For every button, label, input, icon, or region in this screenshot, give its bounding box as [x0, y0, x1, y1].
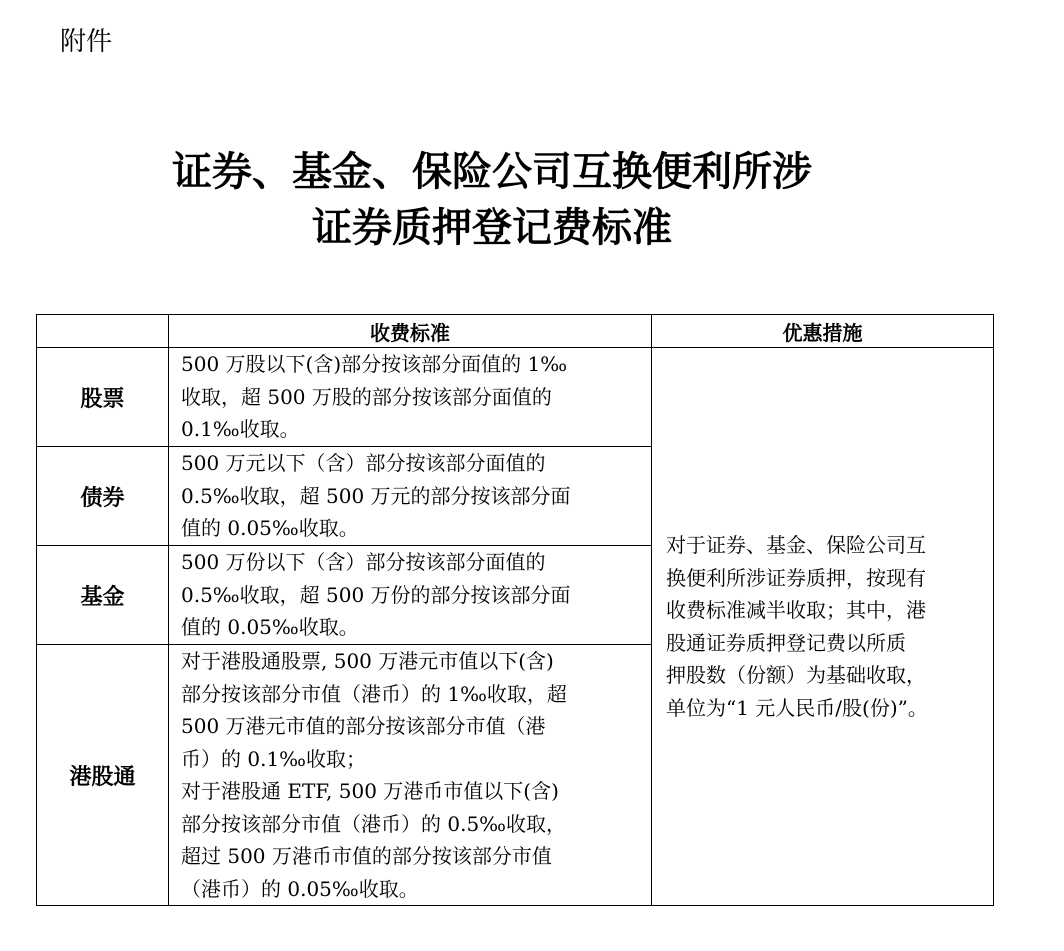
category-stock: 股票 — [37, 348, 169, 447]
fee-standard-table — [36, 314, 994, 906]
discount-measures — [652, 348, 994, 906]
header-fee-standard: 收费标准 — [169, 315, 652, 348]
fee-paragraph: 500 万元以下（含）部分按该部分面值的 0.5‰收取，超 500 万元的部分按该部分面 值的 0.05‰收取。 — [181, 451, 571, 541]
fee-standard-bond — [169, 447, 652, 546]
fee-paragraph-hk-stock: 对于港股通股票, 500 万港元市值以下(含) 部分按该部分市值（港币）的 1‰收取，超 500 万港元市值的部分按该部分市值（港 币）的 0.1‰收取； — [181, 649, 567, 771]
fee-paragraph-hk-etf: 对于港股通 ETF, 500 万港币市值以下(含) 部分按该部分市值（港币）的 0.5‰收取， 超过 500 万港币市值的部分按该部分市值 （港币）的 0.05‰收取。 — [181, 779, 566, 901]
header-discount: 优惠措施 — [652, 315, 994, 348]
category-hk-connect: 港股通 — [37, 645, 169, 906]
fee-paragraph: 500 万份以下（含）部分按该部分面值的 0.5‰收取，超 500 万份的部分按该部分面 值的 0.05‰收取。 — [181, 550, 571, 640]
fee-standard-hk-connect — [169, 645, 652, 906]
table-header-row — [37, 315, 994, 348]
category-bond: 债券 — [37, 447, 169, 546]
title-line-2: 证券质押登记费标准 — [312, 205, 672, 251]
category-fund: 基金 — [37, 546, 169, 645]
attachment-label: 附件 — [60, 27, 113, 57]
document-title — [0, 144, 984, 256]
discount-paragraph: 对于证券、基金、保险公司互 换便利所涉证券质押，按现有 收费标准减半收取；其中，港 股通证券质押登记费以所质 押股数（份额）为基础收取， 单位为“1 元人民币/股(份)”。 — [666, 533, 928, 720]
fee-standard-fund — [169, 546, 652, 645]
fee-paragraph: 500 万股以下(含)部分按该部分面值的 1‰ 收取，超 500 万股的部分按该部分面值的 0.1‰收取。 — [181, 352, 568, 442]
title-line-1: 证券、基金、保险公司互换便利所涉 — [172, 149, 812, 195]
table-row — [37, 348, 994, 447]
fee-standard-stock — [169, 348, 652, 447]
header-category — [37, 315, 169, 348]
